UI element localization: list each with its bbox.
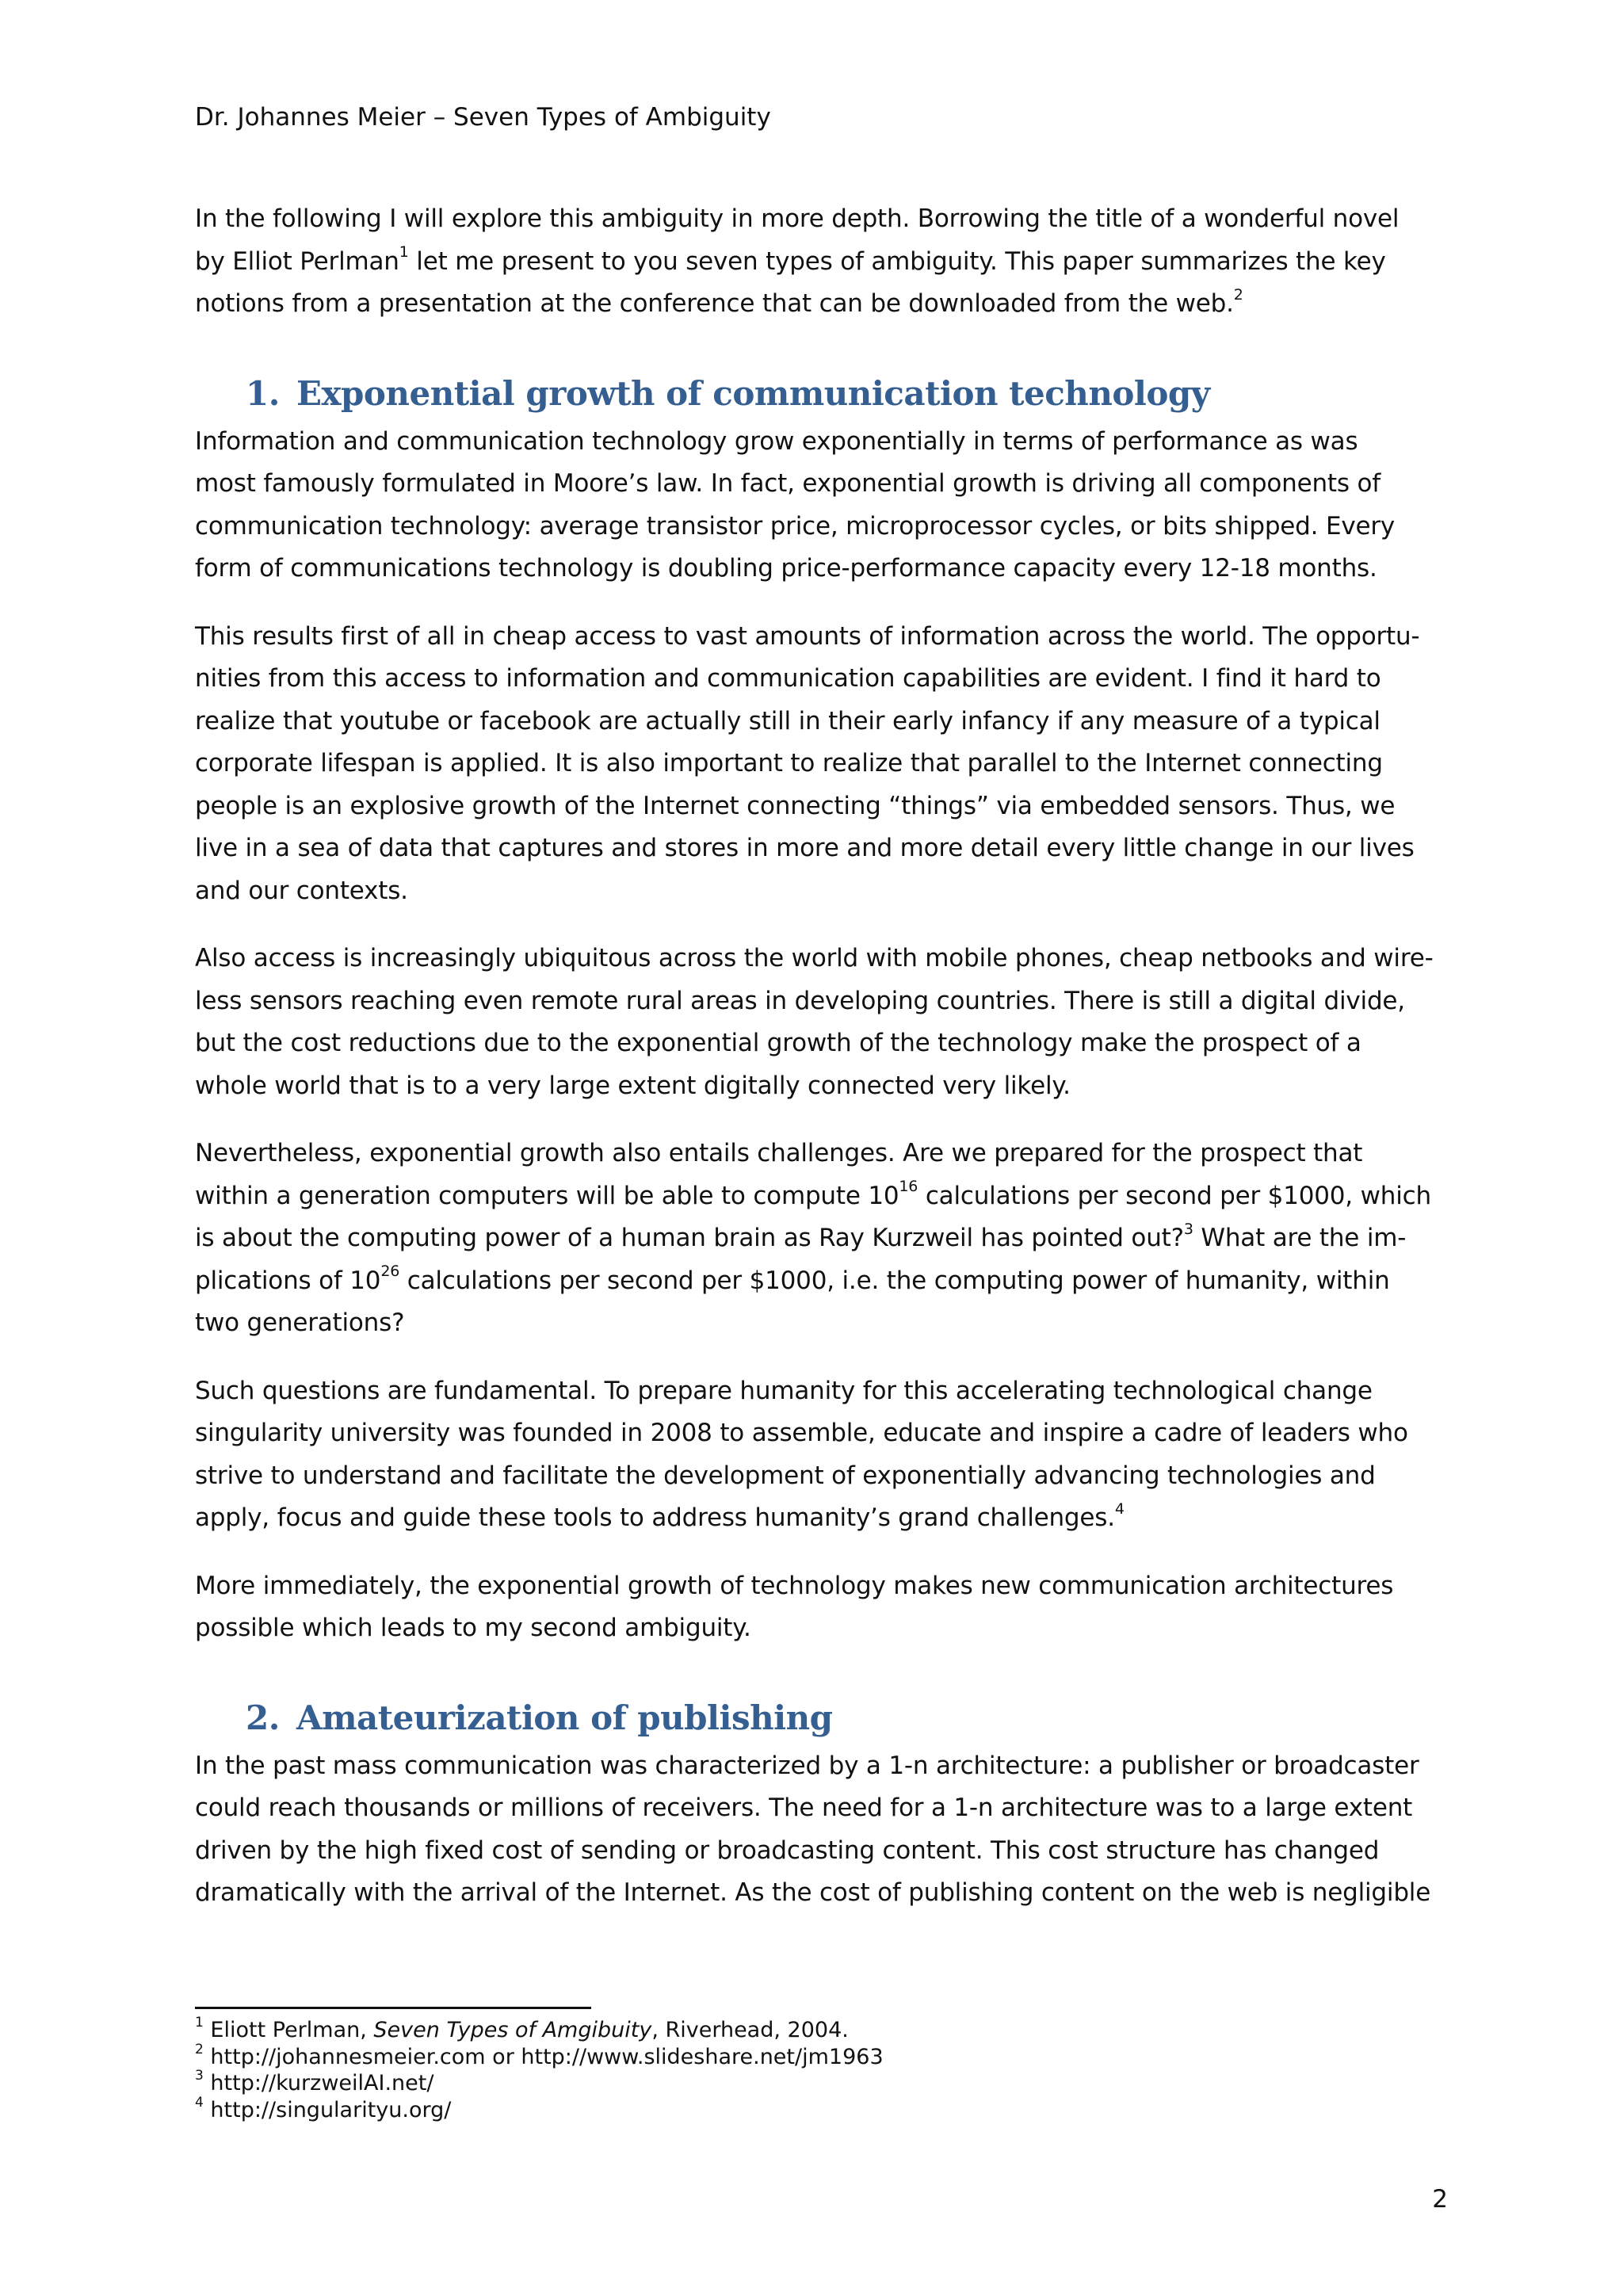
text-line: strive to understand and facilitate the development of exponentially advancing technologies and (195, 1461, 1376, 1490)
text-run: What are the im- (1193, 1224, 1407, 1252)
section-heading-1 (246, 372, 1447, 416)
paragraph (195, 421, 1447, 590)
text-run: by Elliot Perlman (195, 246, 399, 276)
text-line: people is an explosive growth of the Internet connecting “things” via embedded sensors. Thus, we (195, 791, 1396, 820)
text-line: two generations? (195, 1308, 405, 1337)
text-line: nities from this access to information and communication capabilities are evident. I find it hard to (195, 664, 1381, 693)
footnote-ref-3[interactable]: 3 (1183, 1220, 1193, 1238)
section-title: Exponential growth of communication technology (296, 373, 1210, 413)
footnote-mark: 2 (195, 2041, 204, 2057)
text-run: is about the computing power of a human brain as Ray Kurzweil has pointed out? (195, 1224, 1184, 1252)
exponent: 16 (899, 1178, 918, 1196)
footnote-text: Eliott Perlman, (203, 2018, 374, 2042)
page-number: 2 (1432, 2185, 1448, 2214)
text-line: Such questions are fundamental. To prepare humanity for this accelerating technological change (195, 1376, 1373, 1405)
text-line: realize that youtube or facebook are actually still in their early infancy if any measure of a typical (195, 706, 1381, 735)
text-line (195, 283, 1447, 326)
text-line: driven by the high fixed cost of sending or broadcasting content. This cost structure has changed (195, 1836, 1380, 1865)
paragraph (195, 616, 1447, 913)
text-line: dramatically with the arrival of the Internet. As the cost of publishing content on the web is negligible (195, 1878, 1431, 1907)
footnote-mark: 4 (195, 2094, 204, 2111)
paragraph (195, 1565, 1447, 1650)
text-line: singularity university was founded in 2008 to assemble, educate and inspire a cadre of leaders who (195, 1419, 1408, 1447)
text-run: calculations per second per $1000, i.e. the computing power of humanity, within (399, 1266, 1390, 1295)
footnote-ref-2[interactable]: 2 (1233, 285, 1243, 304)
footnote-separator (195, 2007, 591, 2009)
footnote-2 (195, 2041, 884, 2071)
text-line: less sensors reaching even remote rural areas in developing countries. There is still a digital divide, (195, 986, 1405, 1015)
text-run: within a generation computers will be able to compute 10 (195, 1181, 899, 1210)
section-number: 2. (246, 1698, 280, 1737)
text-line: communication technology: average transistor price, microprocessor cycles, or bits shipped. Every (195, 511, 1396, 541)
text-line (195, 241, 1447, 284)
exponent: 26 (380, 1263, 400, 1281)
text-line: could reach thousands or millions of receivers. The need for a 1-n architecture was to a large extent (195, 1794, 1413, 1822)
footnote-link[interactable]: http://kurzweilAI.net/ (203, 2071, 434, 2095)
paragraph (195, 1745, 1447, 1915)
paragraph (195, 1133, 1447, 1345)
text-run: notions from a presentation at the conference that can be downloaded from the web. (195, 289, 1234, 318)
text-line: most famously formulated in Moore’s law. In fact, exponential growth is driving all components of (195, 469, 1381, 498)
section-heading-2 (246, 1696, 1447, 1740)
footnote-mark: 1 (195, 2015, 204, 2030)
text-line (195, 1260, 1447, 1303)
footnote-3 (195, 2070, 884, 2097)
text-line: corporate lifespan is applied. It is also important to realize that parallel to the Internet connecting (195, 749, 1383, 777)
text-line: Nevertheless, exponential growth also entails challenges. Are we prepared for the prospect that (195, 1139, 1363, 1167)
text-line: whole world that is to a very large extent digitally connected very likely. (195, 1071, 1071, 1100)
text-line: and our contexts. (195, 876, 408, 905)
paragraph (195, 938, 1447, 1107)
text-run: calculations per second per $1000, which (918, 1181, 1431, 1210)
text-line: This results first of all in cheap access to vast amounts of information across the world. The opportu- (195, 621, 1420, 651)
intro-paragraph (195, 198, 1447, 326)
footnote-mark: 3 (195, 2068, 204, 2084)
text-line: In the past mass communication was characterized by a 1-n architecture: a publisher or broadcaster (195, 1751, 1419, 1780)
text-line: In the following I will explore this ambiguity in more depth. Borrowing the title of a wonderful novel (195, 204, 1400, 233)
footnote-1 (195, 2017, 884, 2044)
footnote-text: , Riverhead, 2004. (651, 2018, 849, 2042)
text-line: live in a sea of data that captures and stores in more and more detail every little change in our lives (195, 834, 1415, 862)
footnote-link[interactable]: http://johannesmeier.com or http://www.slideshare.net/jm1963 (203, 2044, 884, 2069)
text-line: Also access is increasingly ubiquitous across the world with mobile phones, cheap netbooks and wire- (195, 944, 1434, 972)
text-line (195, 1175, 1447, 1218)
book-title: Seven Types of Amgibuity (373, 2018, 652, 2042)
text-run: let me present to you seven types of ambiguity. This paper summarizes the key (408, 246, 1386, 276)
body-content (195, 198, 1447, 1940)
text-line: form of communications technology is doubling price-performance capacity every 12-18 months. (195, 554, 1377, 583)
text-line: but the cost reductions due to the exponential growth of the technology make the prospect of a (195, 1029, 1361, 1057)
footnote-4 (195, 2094, 884, 2124)
text-line: Information and communication technology grow exponentially in terms of performance as was (195, 426, 1358, 456)
text-run: apply, focus and guide these tools to address humanity’s grand challenges. (195, 1503, 1115, 1532)
section-number: 1. (246, 373, 280, 413)
text-line: possible which leads to my second ambiguity. (195, 1614, 751, 1642)
footnote-ref-1[interactable]: 1 (399, 243, 409, 262)
text-line (195, 1497, 1447, 1540)
paragraph (195, 1370, 1447, 1540)
text-run: plications of 10 (195, 1266, 381, 1295)
section-title: Amateurization of publishing (296, 1698, 833, 1737)
footnote-link[interactable]: http://singularityu.org/ (203, 2097, 452, 2122)
running-header: Dr. Johannes Meier – Seven Types of Ambiguity (195, 103, 771, 132)
footnotes (195, 2017, 884, 2123)
text-line (195, 1217, 1447, 1260)
text-line: More immediately, the exponential growth of technology makes new communication architectures (195, 1571, 1394, 1600)
footnote-ref-4[interactable]: 4 (1114, 1499, 1125, 1518)
